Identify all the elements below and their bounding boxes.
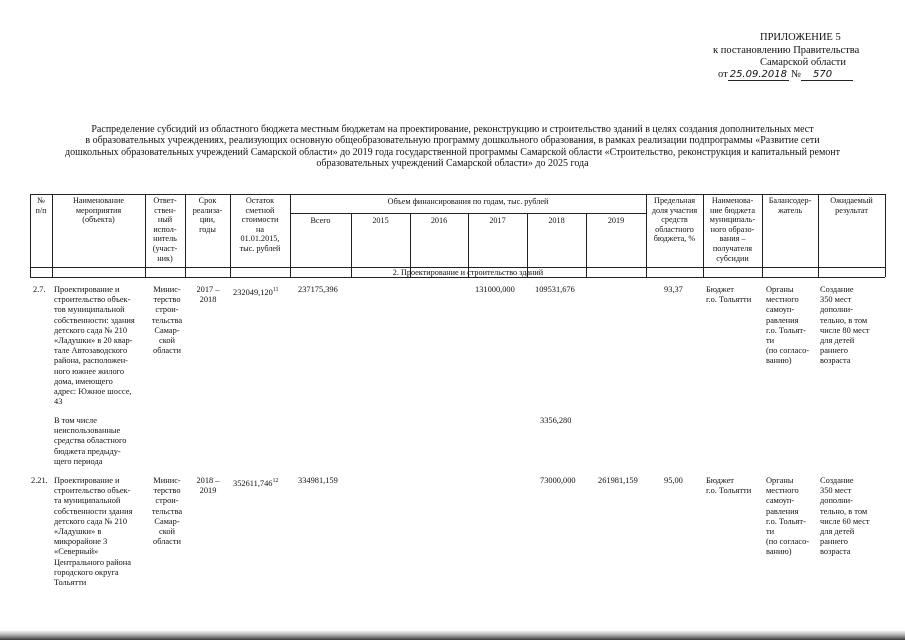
row-budget: Бюджет г.о. Тольятти xyxy=(706,285,752,305)
row-remainder xyxy=(233,285,279,298)
row-name: Проектирование и строительство объек- та муниципальной собственности здания детского сада № 210 «Ладушки» в микрорайоне 3 «Северный» Центрального района городского округа Тольятти xyxy=(54,476,133,588)
header-year-2017: 2017 xyxy=(489,216,506,225)
row-result: Создание 350 мест дополни- тельно, в том числе 60 мест для детей раннего возраста xyxy=(820,476,870,557)
row-2017: 131000,000 xyxy=(475,285,515,294)
row-share: 95,00 xyxy=(664,476,683,485)
title-line: образовательных учреждений Самарской области» до 2025 года xyxy=(316,158,589,170)
row-share: 93,37 xyxy=(664,285,683,294)
number-label: № xyxy=(790,69,801,80)
row-responsible: Минис- терство строи- тельства Самар- ской области xyxy=(151,476,183,547)
scan-edge xyxy=(0,630,905,640)
row-2018: 3356,280 xyxy=(540,416,572,425)
date-prefix: от xyxy=(718,69,728,80)
remainder-value: 352611,746 xyxy=(233,478,273,488)
row-name: В том числе неиспользованные средства областного бюджета предыду- щего периода xyxy=(54,416,127,466)
row-num: 2.21. xyxy=(31,476,48,485)
header-year-2016: 2016 xyxy=(430,216,448,225)
row-2018: 109531,676 xyxy=(535,285,575,294)
row-total: 334981,159 xyxy=(298,476,338,485)
title-line: Распределение субсидий из областного бюджета местным бюджетам на проектирование, реконструкцию и строительство зданий в целях создания дополнительных мест xyxy=(91,124,814,135)
row-2019: 261981,159 xyxy=(598,476,638,485)
header-year-2015: 2015 xyxy=(372,216,389,225)
header-budget: Наименова- ние бюджета муниципаль- ного образо- вания – получателя субсидии xyxy=(709,196,756,263)
document-title xyxy=(0,124,905,170)
header-result: Ожидаемый результат xyxy=(830,196,873,215)
footnote-ref: 12 xyxy=(272,478,279,484)
appendix-date-line xyxy=(718,69,853,81)
row-budget: Бюджет г.о. Тольятти xyxy=(706,476,752,496)
header-holder: Балансодер- жатель xyxy=(768,196,812,215)
row-2018: 73000,000 xyxy=(540,476,576,485)
header-total: Всего xyxy=(310,216,331,225)
header-name: Наименование мероприятия (объекта) xyxy=(72,196,124,225)
row-total: 237175,396 xyxy=(298,285,338,294)
row-term: 2018 – 2019 xyxy=(196,476,220,496)
number-value: 570 xyxy=(801,69,853,81)
appendix-region-line: Самарской области xyxy=(760,57,846,68)
remainder-value: 232049,120 xyxy=(233,287,273,297)
header-remainder: Остаток сметной стоимости на 01.01.2015, тыс. рублей xyxy=(239,196,281,253)
row-term: 2017 – 2018 xyxy=(196,285,220,305)
title-line: дошкольных образовательных учреждений Самарской области» до 2019 года государственной программы Самарской области «Строительство, реконструкция и капитальный ремонт xyxy=(64,146,841,158)
header-num: № п/п xyxy=(35,196,47,215)
row-num: 2.7. xyxy=(33,285,46,294)
row-responsible: Минис- терство строи- тельства Самар- ской области xyxy=(151,285,183,356)
row-holder: Органы местного самоуп- равления г.о. Тольят- ти (по согласо- ванию) xyxy=(766,285,810,366)
header-share: Предельная доля участия средств областного бюджета, % xyxy=(651,196,698,244)
section-heading: 2. Проектирование и строительство зданий xyxy=(392,268,544,277)
header-term: Срок реализа- ции, годы xyxy=(192,196,223,234)
footnote-ref: 11 xyxy=(272,287,279,293)
row-remainder xyxy=(233,476,278,489)
header-year-2018: 2018 xyxy=(548,216,565,225)
row-name: Проектирование и строительство объек- тов муниципальной собственности: здания детского сада № 210 «Ладушки» в 20 квар- тале Автозаводского района, расположен- ного южнее жилого дома, имеющего адрес: Южное шоссе, 43 xyxy=(54,285,135,407)
appendix-title: ПРИЛОЖЕНИЕ 5 xyxy=(760,32,841,43)
date-value: 25.09.2018 xyxy=(729,69,787,80)
header-volume: Объем финансирования по годам, тыс. рублей xyxy=(387,197,549,206)
title-line: в образовательных учреждениях, реализующих основную общеобразовательную программу дошкольного образования, в рамках реализации подпрограммы «Развитие сети xyxy=(85,135,820,147)
row-holder: Органы местного самоуп- равления г.о. Тольят- ти (по согласо- ванию) xyxy=(766,476,810,557)
header-responsible: Ответ- ствен- ный испол- нитель (участ- ник) xyxy=(152,196,178,263)
row-result: Создание 350 мест дополни- тельно, в том числе 80 мест для детей раннего возраста xyxy=(820,285,870,366)
header-year-2019: 2019 xyxy=(607,216,625,225)
appendix-resolution-line: к постановлению Правительства xyxy=(713,45,860,56)
